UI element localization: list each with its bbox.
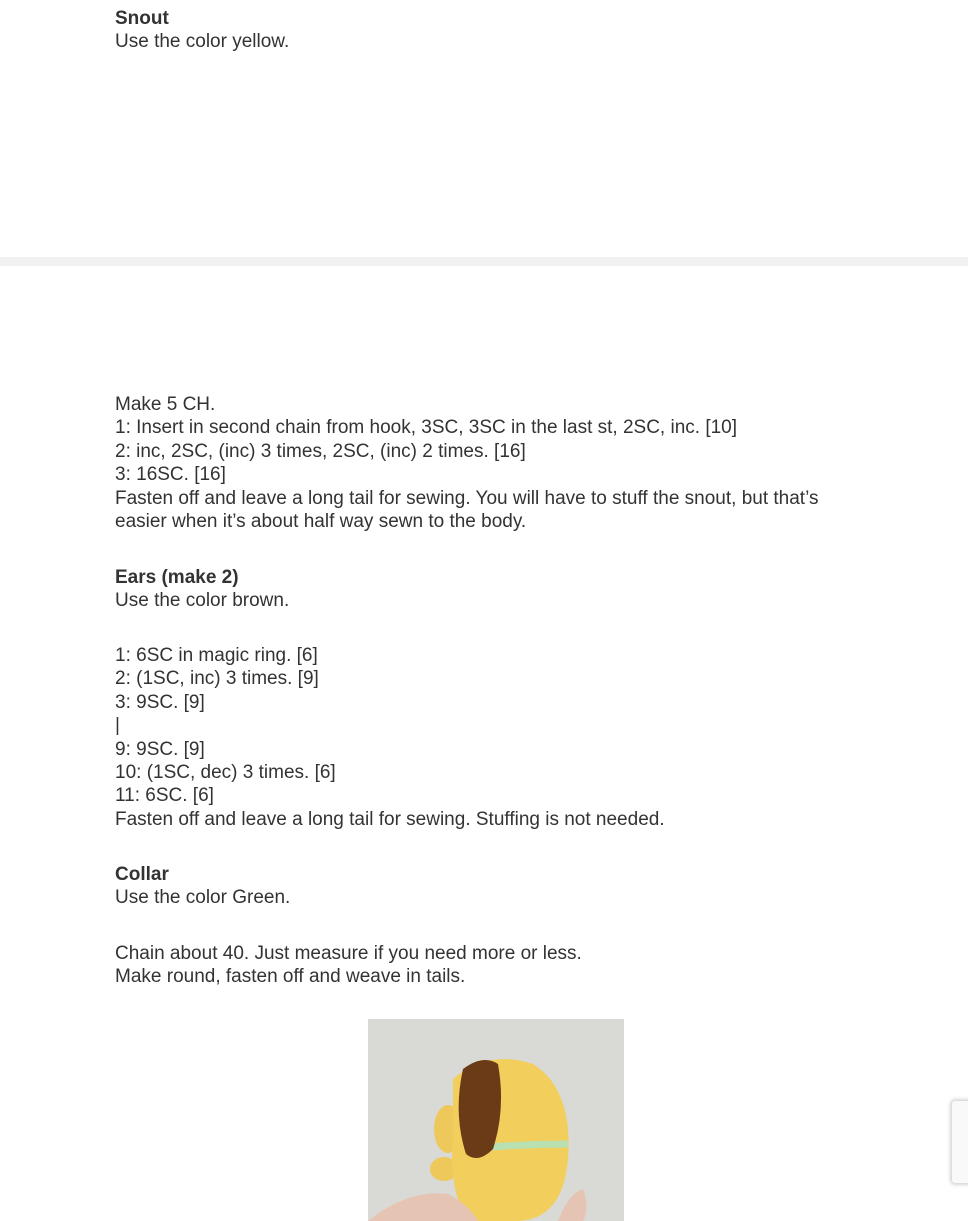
- snout-color-note: Use the color yellow.: [115, 31, 290, 53]
- step: Make round, fasten off and weave in tails.: [115, 966, 466, 988]
- step: 11: 6SC. [6]: [115, 785, 214, 807]
- step: 3: 16SC. [16]: [115, 464, 226, 486]
- snout-heading: Snout: [115, 8, 169, 29]
- ears-steps: [115, 644, 895, 831]
- page-break: [0, 257, 968, 266]
- step: Fasten off and leave a long tail for sewing. Stuffing is not needed.: [115, 808, 665, 830]
- ears-section: [115, 566, 895, 613]
- step: 1: 6SC in magic ring. [6]: [115, 645, 318, 666]
- step: 10: (1SC, dec) 3 times. [6]: [115, 762, 336, 784]
- step: 1: Insert in second chain from hook, 3SC, 3SC in the last st, 2SC, inc. [10]: [115, 417, 738, 439]
- collar-color-note: Use the color Green.: [115, 887, 291, 909]
- step: 2: inc, 2SC, (inc) 3 times, 2SC, (inc) 2 times. [16]: [115, 440, 526, 462]
- step: 3: 9SC. [9]: [115, 691, 205, 713]
- step: Make 5 CH.: [115, 394, 216, 415]
- step: Chain about 40. Just measure if you need more or less.: [115, 943, 582, 964]
- step: 2: (1SC, inc) 3 times. [9]: [115, 668, 319, 690]
- ears-heading: Ears (make 2): [115, 567, 239, 588]
- step: 9: 9SC. [9]: [115, 738, 205, 760]
- collar-heading: Collar: [115, 864, 169, 885]
- snout-header: [115, 7, 895, 54]
- snout-steps: [115, 393, 895, 533]
- step: |: [115, 715, 120, 737]
- ears-color-note: Use the color brown.: [115, 590, 290, 612]
- recaptcha-badge[interactable]: [951, 1100, 968, 1184]
- collar-section: [115, 863, 895, 910]
- step: Fasten off and leave a long tail for sewing. You will have to stuff the snout, but that’s easier when it’s about half way sewn to the body.: [115, 487, 824, 533]
- collar-steps: [115, 942, 895, 989]
- amigurumi-photo: [368, 1019, 624, 1221]
